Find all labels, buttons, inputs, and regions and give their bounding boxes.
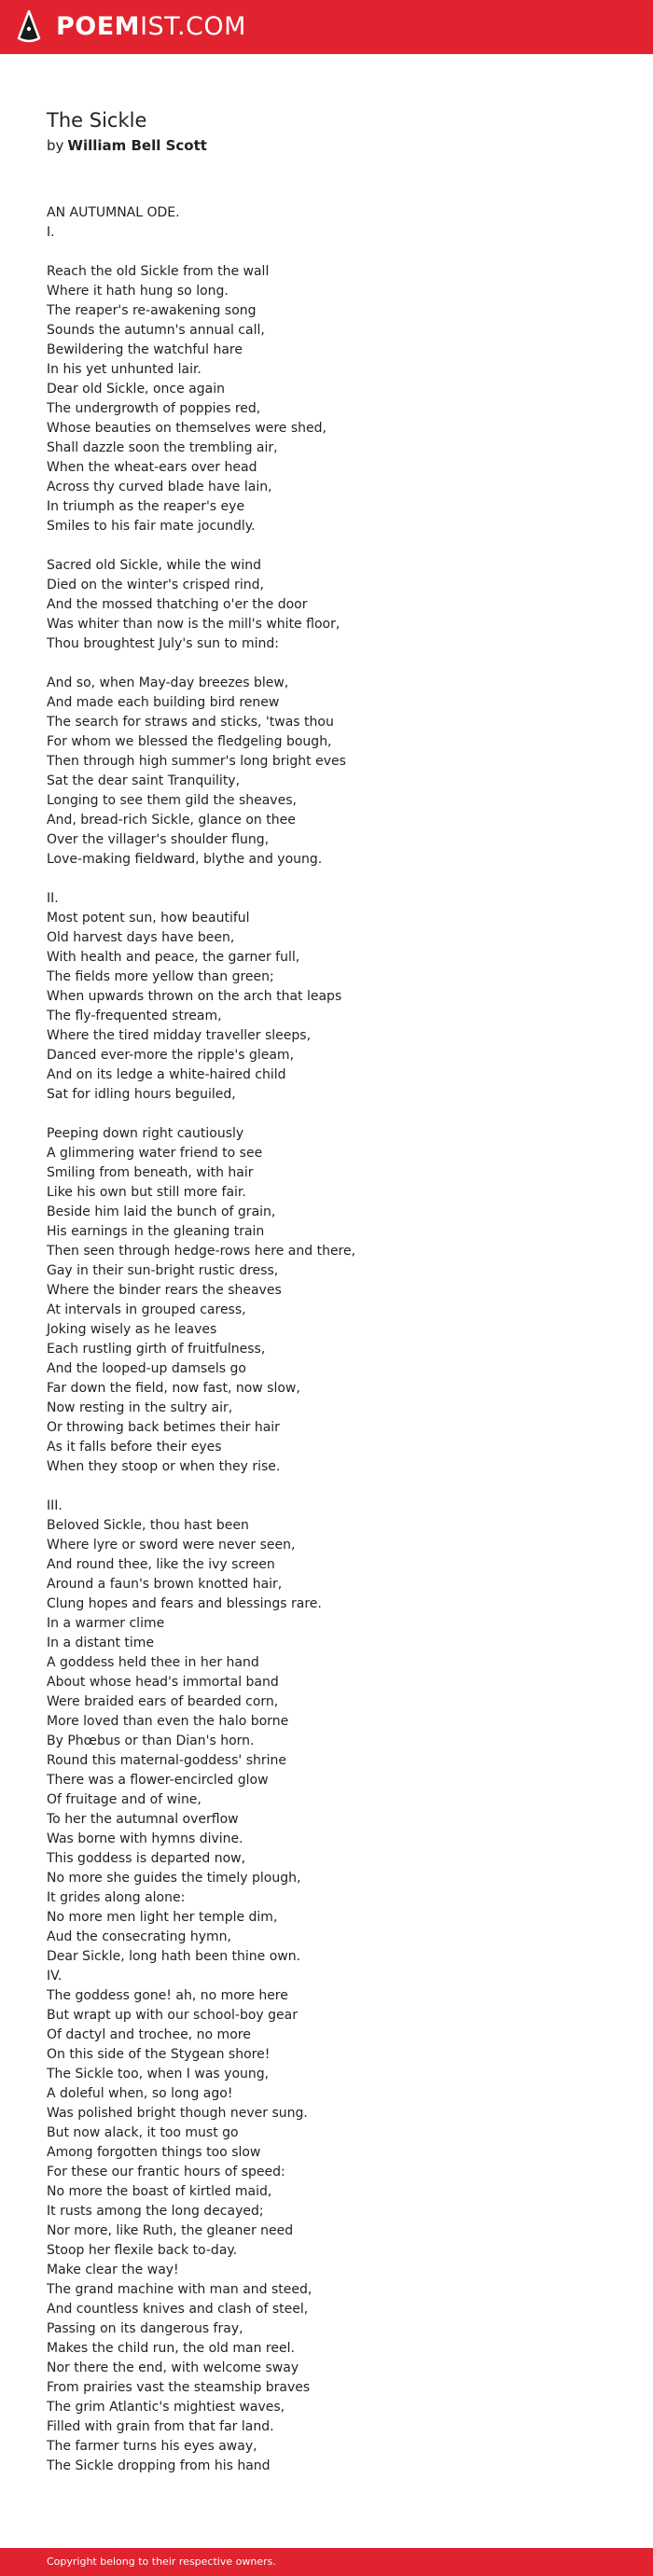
poem-line: Beloved Sickle, thou hast been: [47, 1518, 249, 1533]
poem-line: Stoop her flexile back to-day.: [47, 2243, 238, 2258]
poem-line: A doleful when, so long ago!: [47, 2086, 233, 2101]
poem-line: The fly-frequented stream,: [47, 1009, 222, 1023]
poem-line: No more men light her temple dim,: [47, 1910, 278, 1925]
stanza-break: [47, 536, 625, 556]
poem-line: At intervals in grouped caress,: [47, 1302, 246, 1317]
poem-line: Of dactyl and trochee, no more: [47, 2027, 251, 2042]
poem-line: When they stoop or when they rise.: [47, 1459, 281, 1474]
poem-line: Where the binder rears the sheaves: [47, 1283, 282, 1298]
poem-line: Reach the old Sickle from the wall: [47, 264, 270, 279]
poem-line: The goddess gone! ah, no more here: [47, 1988, 288, 2003]
poem-line: Then seen through hedge-rows here and there,: [47, 1244, 356, 1259]
poem-line: In triumph as the reaper's eye: [47, 499, 245, 514]
poem-line: There was a flower-encircled glow: [47, 1773, 269, 1788]
poem-line: To her the autumnal overflow: [47, 1812, 239, 1827]
poem-line: Longing to see them gild the sheaves,: [47, 793, 297, 808]
poem-line: Like his own but still more fair.: [47, 1185, 246, 1200]
poem-line: The search for straws and sticks, 'twas thou: [47, 715, 334, 730]
poem-line: Then through high summer's long bright eves: [47, 754, 346, 769]
poem-line: When the wheat-ears over head: [47, 460, 257, 475]
poem-body: [47, 203, 625, 2476]
poem-line: Were braided ears of bearded corn,: [47, 1694, 279, 1709]
poem-line: Peeping down right cautiously: [47, 1126, 244, 1141]
poem-line: It rusts among the long decayed;: [47, 2204, 264, 2219]
poem-line: Beside him laid the bunch of grain,: [47, 1204, 276, 1219]
poem-line: The grand machine with man and steed,: [47, 2282, 313, 2297]
poem-line: For these our frantic hours of speed:: [47, 2165, 285, 2179]
poem-line: The fields more yellow than green;: [47, 969, 274, 984]
poem-line: The grim Atlantic's mightiest waves,: [47, 2400, 285, 2415]
poem-line: Among forgotten things too slow: [47, 2145, 261, 2160]
poem-line: A glimmering water friend to see: [47, 1146, 263, 1161]
poem-line: Makes the child run, the old man reel.: [47, 2341, 295, 2356]
poem-line: The undergrowth of poppies red,: [47, 401, 261, 416]
poem-line: And the mossed thatching o'er the door: [47, 597, 308, 612]
poem-line: Nor there the end, with welcome sway: [47, 2360, 299, 2375]
poem-line: Dear Sickle, long hath been thine own.: [47, 1949, 301, 1964]
poem-line: No more she guides the timely plough,: [47, 1871, 301, 1886]
poem-line: By Phœbus or than Dian's horn.: [47, 1734, 255, 1748]
logo-rest-text: IST.COM: [140, 12, 246, 41]
poem-line: And the looped-up damsels go: [47, 1361, 246, 1376]
poem-line: Where the tired midday traveller sleeps,: [47, 1028, 312, 1043]
poem-line: But now alack, it too must go: [47, 2125, 239, 2140]
poem-line: And so, when May-day breezes blew,: [47, 675, 289, 690]
poem-line: Shall dazzle soon the trembling air,: [47, 440, 278, 455]
author-link[interactable]: William Bell Scott: [67, 137, 207, 154]
poem-line: Or throwing back betimes their hair: [47, 1420, 280, 1435]
stanza-break: [47, 1477, 625, 1497]
poem-line: Sounds the autumn's annual call,: [47, 323, 265, 338]
poem-line: Nor more, like Ruth, the gleaner need: [47, 2223, 294, 2238]
poem-line: Where lyre or sword were never seen,: [47, 1538, 296, 1553]
poem-line: And made each building bird renew: [47, 695, 280, 710]
poem-line: Gay in their sun-bright rustic dress,: [47, 1263, 279, 1278]
poem-line: I.: [47, 225, 55, 240]
poem-line: Was whiter than now is the mill's white floor,: [47, 617, 340, 632]
poem-line: Far down the field, now fast, now slow,: [47, 1381, 300, 1396]
poem-line: In a warmer clime: [47, 1616, 165, 1631]
poem-line: Most potent sun, how beautiful: [47, 911, 250, 926]
poem-line: Smiles to his fair mate jocundly.: [47, 519, 256, 534]
poem-line: Whose beauties on themselves were shed,: [47, 421, 326, 436]
poem-line: And round thee, like the ivy screen: [47, 1557, 275, 1572]
stanza-break: [47, 870, 625, 889]
poem-line: Danced ever-more the ripple's gleam,: [47, 1048, 295, 1063]
poem-line: Smiling from beneath, with hair: [47, 1165, 254, 1180]
poem-line: Over the villager's shoulder flung,: [47, 832, 270, 847]
poem-line: And on its ledge a white-haired child: [47, 1067, 286, 1082]
poem-line: Round this maternal-goddess' shrine: [47, 1753, 286, 1768]
poem-line: Bewildering the watchful hare: [47, 342, 243, 357]
poem-line: AN AUTUMNAL ODE.: [47, 205, 180, 220]
poem-line: Sat for idling hours beguiled,: [47, 1087, 236, 1102]
poem-line: Each rustling girth of fruitfulness,: [47, 1342, 266, 1357]
stanza-break: [47, 654, 625, 674]
poem-line: For whom we blessed the fledgeling bough,: [47, 734, 332, 749]
logo-bold-text: POEM: [56, 12, 141, 41]
poem-line: The farmer turns his eyes away,: [47, 2439, 257, 2454]
poem-line: About whose head's immortal band: [47, 1675, 279, 1690]
poem-line: Around a faun's brown knotted hair,: [47, 1577, 283, 1592]
stanza-break: [47, 243, 625, 262]
poem-line: Dear old Sickle, once again: [47, 382, 225, 397]
poem-line: Across thy curved blade have lain,: [47, 480, 272, 494]
poem-title: The Sickle: [47, 109, 147, 132]
poem-line: His earnings in the gleaning train: [47, 1224, 265, 1239]
poem-line: And countless knives and clash of steel,: [47, 2302, 309, 2317]
poem-line: Sat the dear saint Tranquility,: [47, 773, 241, 788]
poem-line: This goddess is departed now,: [47, 1851, 246, 1866]
poem-line: Aud the consecrating hymn,: [47, 1929, 231, 1944]
poem-line: Love-making fieldward, blythe and young.: [47, 852, 323, 867]
poem-line: Joking wisely as he leaves: [47, 1322, 217, 1337]
poem-line: As it falls before their eyes: [47, 1440, 222, 1455]
poem-line: But wrapt up with our school-boy gear: [47, 2008, 298, 2023]
site-header: [0, 0, 653, 54]
poem-line: III.: [47, 1498, 63, 1513]
poem-line: No more the boast of kirtled maid,: [47, 2184, 272, 2199]
poem-line: The Sickle dropping from his hand: [47, 2458, 271, 2473]
poem-line: Make clear the way!: [47, 2263, 179, 2277]
poem-line: In his yet unhunted lair.: [47, 362, 201, 377]
site-footer: [0, 2548, 653, 2576]
pen-nib-icon[interactable]: [14, 10, 44, 44]
poem-line: Old harvest days have been,: [47, 930, 235, 945]
poem-line: Of fruitage and of wine,: [47, 1792, 201, 1807]
poem-line: Now resting in the sultry air,: [47, 1400, 233, 1415]
poem-line: Sacred old Sickle, while the wind: [47, 558, 262, 573]
poem-line: Where it hath hung so long.: [47, 284, 229, 299]
poem-line: IV.: [47, 1969, 63, 1984]
poem-line: The reaper's re-awakening song: [47, 303, 257, 318]
site-logo-link[interactable]: [56, 12, 246, 42]
poem-line: Passing on its dangerous fray,: [47, 2321, 243, 2336]
poem-line: More loved than even the halo borne: [47, 1714, 289, 1729]
poem-line: Filled with grain from that far land.: [47, 2419, 274, 2434]
poem-line: Thou broughtest July's sun to mind:: [47, 636, 279, 651]
poem-line: On this side of the Stygean shore!: [47, 2047, 271, 2062]
poem-line: When upwards thrown on the arch that leaps: [47, 989, 342, 1004]
poem-line: Was borne with hymns divine.: [47, 1831, 243, 1846]
poem-line: Died on the winter's crisped rind,: [47, 578, 264, 592]
poem-line: In a distant time: [47, 1636, 155, 1650]
poem-line: The Sickle too, when I was young,: [47, 2067, 270, 2082]
poem-line: It grides along alone:: [47, 1890, 186, 1905]
poem-line: Was polished bright though never sung.: [47, 2106, 308, 2121]
poem-line: From prairies vast the steamship braves: [47, 2380, 311, 2395]
poem-line: A goddess held thee in her hand: [47, 1655, 259, 1670]
poem-byline: [47, 136, 207, 155]
copyright-text: Copyright belong to their respective owners.: [47, 2555, 276, 2568]
poem-line: With health and peace, the garner full,: [47, 950, 300, 965]
by-label: by: [47, 137, 64, 154]
stanza-break: [47, 1105, 625, 1124]
poem-line: Clung hopes and fears and blessings rare.: [47, 1596, 322, 1611]
poem-line: And, bread-rich Sickle, glance on thee: [47, 813, 296, 828]
poem-line: II.: [47, 891, 59, 906]
